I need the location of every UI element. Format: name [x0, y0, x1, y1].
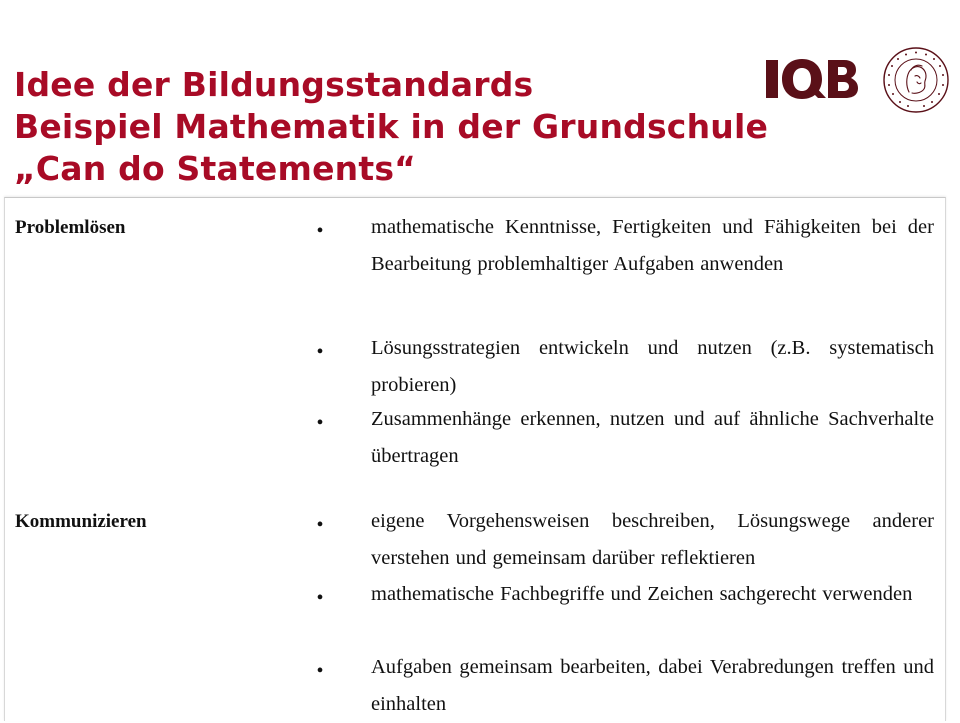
bullet: •	[316, 587, 324, 609]
list-item: Aufgaben gemeinsam bearbeiten, dabei Verabredungen treffen und einhalten	[371, 656, 934, 715]
list-item: mathematische Kenntnisse, Fertigkeiten und Fähigkeiten bei der Bearbeitung problemhaltiger Aufgaben anwenden	[371, 216, 934, 275]
list-item: Zusammenhänge erkennen, nutzen und auf ähnliche Sachverhalte übertragen	[371, 408, 934, 467]
title-line-3: „Can do Statements“	[14, 149, 417, 188]
standards-excerpt	[4, 197, 946, 721]
section-heading: Problemlösen	[15, 217, 126, 238]
title-line-2: Beispiel Mathematik in der Grundschule	[14, 107, 769, 146]
bullet: •	[316, 412, 324, 434]
iqb-logo	[764, 56, 860, 102]
bullet: •	[316, 514, 324, 536]
bullet: •	[316, 341, 324, 363]
list-item: eigene Vorgehensweisen beschreiben, Lösungswege anderer verstehen und gemeinsam darüber reflektieren	[371, 510, 934, 569]
list-item: mathematische Fachbegriffe und Zeichen sachgerecht verwenden	[371, 583, 913, 605]
list-item: Lösungsstrategien entwickeln und nutzen (z.B. systematisch probieren)	[371, 337, 934, 396]
bullet: •	[316, 660, 324, 682]
section-heading: Kommunizieren	[15, 511, 147, 532]
bullet: •	[316, 220, 324, 242]
humboldt-university-seal	[882, 46, 950, 114]
title-line-1: Idee der Bildungsstandards	[14, 65, 534, 104]
slide-title	[14, 64, 768, 190]
